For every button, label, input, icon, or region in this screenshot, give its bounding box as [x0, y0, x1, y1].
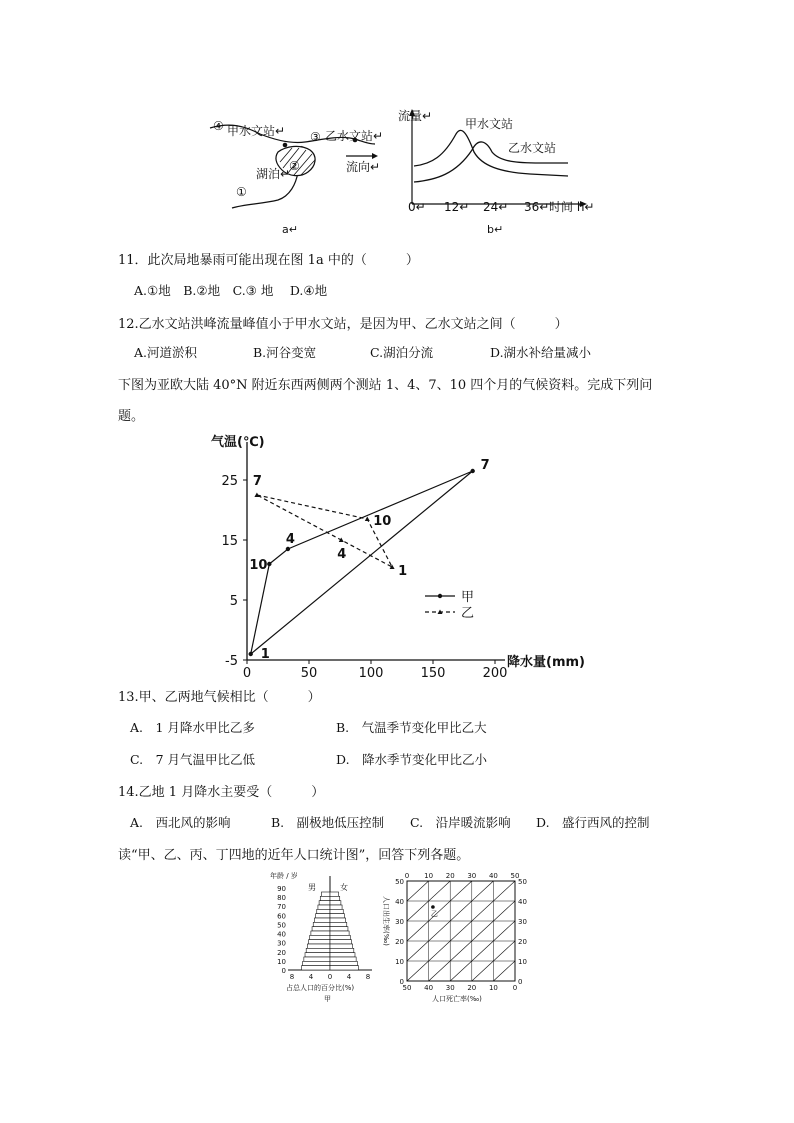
chart-legend — [425, 590, 474, 621]
pyramid-age-labels — [277, 885, 286, 975]
month-label: 7 — [480, 458, 490, 473]
figure-a-caption: a↵ — [282, 223, 298, 235]
pyramid-xlabel: 占总人口的百分比(%) — [286, 984, 355, 992]
q12-stem: 12.乙水文站洪峰流量峰值小于甲水文站，是因为甲、乙水文站之间（ ） — [118, 317, 568, 332]
pyramid-bar-male — [310, 935, 330, 939]
top-tick: 0 — [404, 872, 410, 880]
bottom-tick: 20 — [467, 984, 477, 992]
right-tick: 20 — [518, 938, 527, 946]
top-tick: 20 — [445, 872, 455, 880]
x-axis-title: 降水量(mm) — [507, 655, 585, 670]
top-tick: 50 — [510, 872, 520, 880]
figure-1 — [200, 100, 600, 235]
chart-series — [249, 458, 490, 662]
q11-options: A.①地 B.②地 C.③ 地 D.④地 — [134, 283, 328, 298]
q13-option-d: D. 降水季节变化甲比乙小 — [336, 752, 488, 767]
legend-label-yi: 乙 — [461, 606, 475, 621]
q12-option-d: D.湖水补给量减小 — [490, 345, 592, 360]
q13-option-c: C. 7 月气温甲比乙低 — [130, 752, 256, 767]
left-tick: 20 — [395, 938, 404, 946]
pyramid-age-tick: 60 — [277, 912, 286, 921]
left-tick: 40 — [395, 898, 404, 906]
q14-option-c: C. 沿岸暖流影响 — [410, 815, 511, 830]
pyramid-bar-female — [330, 905, 342, 909]
x-tick-label: 0 — [242, 666, 252, 680]
series-jia-label: 甲水文站 — [465, 117, 514, 131]
pyramid-caption: 甲 — [324, 995, 331, 1003]
q13-option-b: B. 气温季节变化甲比乙大 — [336, 720, 487, 735]
tick-24: 24↵ — [483, 200, 509, 214]
pyramid-bar-male — [306, 948, 330, 952]
month-label: 1 — [398, 564, 408, 579]
left-tick: 50 — [395, 878, 404, 886]
pyramid-bar-male — [321, 892, 330, 896]
station-jia-dot — [283, 143, 288, 148]
pyramid-bar-female — [330, 892, 339, 896]
pyramid-x-tick: 4 — [308, 973, 314, 981]
pyramid-age-tick: 80 — [277, 894, 286, 903]
pyramid-bar-male — [303, 961, 330, 965]
pyramid-ylabel: 年龄 / 岁 — [270, 872, 298, 880]
pyramid-bar-male — [309, 940, 330, 944]
x-tick-label: 200 — [482, 666, 508, 680]
yi-point-label: 乙 — [430, 910, 438, 918]
flow-label: 流向↵ — [346, 160, 381, 174]
pyramid-age-tick: 30 — [277, 939, 286, 948]
tick-36: 36↵ — [524, 200, 550, 214]
tick-12: 12↵ — [444, 200, 470, 214]
pyramid-bar-female — [330, 944, 353, 948]
pyramid-bar-female — [330, 896, 340, 900]
series-line-jia — [251, 471, 473, 654]
hydrograph-x-label: 时间 h↵ — [549, 200, 595, 214]
pyramid-bar-male — [304, 957, 330, 961]
month-label: 4 — [337, 547, 347, 562]
y-tick-label: -5 — [225, 654, 238, 669]
pyramid-bar-male — [302, 966, 331, 970]
pyramid-bar-female — [330, 918, 346, 922]
chart-axes — [211, 434, 585, 680]
pyramid-bar-male — [313, 922, 330, 926]
q14-option-b: B. 副极地低压控制 — [271, 815, 385, 830]
grid-diagonal — [493, 961, 515, 981]
right-tick: 0 — [518, 978, 523, 986]
hydrograph — [398, 108, 594, 235]
right-tick: 40 — [518, 898, 527, 906]
top-tick: 40 — [488, 872, 498, 880]
q12-option-a: A.河道淤积 — [134, 345, 198, 360]
pyramid-age-tick: 0 — [281, 967, 286, 975]
pyramid-bar-female — [330, 940, 351, 944]
point-3-label: ③ — [310, 130, 321, 144]
pyramid-male-label: 男 — [308, 883, 316, 892]
right-tick: 10 — [518, 958, 527, 966]
right-tick: 50 — [518, 878, 527, 886]
q12-option-b: B.河谷变宽 — [253, 345, 317, 360]
pyramid-x-ticks — [290, 973, 370, 981]
climate-chart — [195, 430, 595, 680]
pyramid-x-tick: 8 — [365, 973, 371, 981]
death-rate-label: 人口死亡率(‰) — [432, 995, 482, 1003]
y-tick-label: 5 — [229, 594, 238, 609]
station-yi-label: 乙水文站↵ — [325, 129, 384, 143]
rate-grid — [407, 881, 515, 981]
x-tick-label: 50 — [300, 666, 318, 680]
tick-0: 0↵ — [408, 200, 426, 214]
data-point — [339, 538, 344, 543]
pyramid-bar-male — [307, 944, 330, 948]
legend-marker-jia — [438, 594, 442, 598]
yi-point — [431, 905, 435, 909]
pyramid-x-tick: 0 — [327, 973, 333, 981]
intro-3: 读“甲、乙、丙、丁四地的近年人口统计图”，回答下列各题。 — [118, 848, 470, 863]
q12-option-c: C.湖泊分流 — [370, 345, 434, 360]
pyramid-bar-female — [330, 927, 348, 931]
q13-option-a: A. 1 月降水甲比乙多 — [130, 720, 255, 735]
pyramid-bar-female — [330, 935, 350, 939]
data-point — [365, 517, 370, 522]
pyramid-bar-male — [317, 909, 330, 913]
grid-diagonal — [407, 881, 515, 981]
bottom-tick: 10 — [488, 984, 498, 992]
pyramid-female-label: 女 — [340, 883, 348, 892]
bottom-tick: 50 — [402, 984, 412, 992]
y-tick-label: 25 — [221, 474, 238, 489]
month-label: 7 — [252, 474, 262, 489]
pyramid-bar-female — [330, 961, 357, 965]
data-point — [267, 562, 271, 566]
population-figure — [260, 868, 540, 1013]
pyramid-bar-male — [312, 927, 330, 931]
bottom-tick: 0 — [512, 984, 518, 992]
pyramid-bar-female — [330, 931, 349, 935]
left-tick: 30 — [395, 918, 404, 926]
pyramid-bar-male — [316, 914, 330, 918]
birth-death-diagram — [382, 872, 527, 1003]
pyramid-bar-female — [330, 914, 344, 918]
series-line-yi — [257, 495, 392, 567]
pyramid-bar-female — [330, 922, 347, 926]
point-2-label: ② — [289, 159, 300, 173]
intro-2-line-2: 题。 — [118, 409, 145, 424]
data-point — [254, 493, 259, 498]
pyramid-bar-male — [305, 953, 330, 957]
pyramid-age-tick: 40 — [277, 930, 286, 939]
pyramid-age-tick: 10 — [277, 957, 286, 966]
legend-label-jia: 甲 — [461, 590, 475, 605]
pyramid-x-tick: 4 — [346, 973, 352, 981]
q14-option-a: A. 西北风的影响 — [130, 815, 231, 830]
x-tick-label: 100 — [358, 666, 384, 680]
grid-diagonal — [450, 921, 515, 981]
data-point — [470, 469, 474, 473]
y-tick-label: 15 — [221, 534, 238, 549]
pyramid-bar-female — [330, 966, 359, 970]
birth-rate-label: 人口出生率(‰) — [382, 896, 390, 946]
left-tick: 10 — [395, 958, 404, 966]
q14-option-d: D. 盛行西风的控制 — [536, 815, 650, 830]
q14-stem: 14.乙地 1 月降水主要受（ ） — [118, 785, 325, 800]
month-label: 1 — [260, 647, 270, 662]
point-1-label: ① — [236, 185, 247, 199]
month-label: 10 — [373, 514, 392, 529]
y-axis-title: 气温(℃) — [211, 435, 265, 450]
data-point — [390, 565, 395, 570]
data-point — [249, 652, 253, 656]
data-point — [286, 547, 290, 551]
pyramid-bar-male — [319, 901, 330, 905]
river-map — [210, 119, 383, 235]
pyramid-age-tick: 50 — [277, 921, 286, 930]
top-tick: 30 — [467, 872, 477, 880]
q11-stem: 11．此次局地暴雨可能出现在图 1a 中的（ ） — [118, 253, 419, 268]
pyramid-bar-female — [330, 948, 354, 952]
hydrograph-y-label: 流量↵ — [398, 109, 433, 123]
grid-diagonal — [407, 881, 429, 901]
pyramid-x-tick: 8 — [289, 973, 295, 981]
lake-label: 湖泊↵ — [256, 167, 291, 181]
figure-b-caption: b↵ — [487, 223, 504, 235]
pyramid-bar-female — [330, 901, 341, 905]
right-tick: 30 — [518, 918, 527, 926]
pyramid-bar-male — [318, 905, 330, 909]
grid-diagonal — [407, 881, 472, 941]
pyramid-bar-male — [314, 918, 330, 922]
series-yi-label: 乙水文站 — [508, 141, 557, 155]
month-label: 4 — [285, 532, 295, 547]
pyramid-age-tick: 90 — [277, 885, 286, 893]
left-tick: 0 — [399, 978, 404, 986]
point-4-label: ④ — [213, 119, 224, 133]
month-label: 10 — [249, 558, 268, 573]
pyramid-age-tick: 20 — [277, 948, 286, 957]
bottom-tick: 30 — [445, 984, 455, 992]
pyramid-bar-female — [330, 957, 356, 961]
x-tick-label: 150 — [420, 666, 446, 680]
pyramid-bar-female — [330, 909, 343, 913]
pyramid-bar-male — [320, 896, 330, 900]
top-tick: 10 — [424, 872, 434, 880]
pyramid-bar-female — [330, 953, 355, 957]
station-jia-label: 甲水文站↵ — [227, 124, 286, 138]
population-pyramid — [270, 871, 372, 1003]
intro-2-line-1: 下图为亚欧大陆 40°N 附近东西两侧两个测站 1、4、7、10 四个月的气候资料。完成下列问 — [118, 378, 653, 393]
bottom-tick: 40 — [424, 984, 434, 992]
pyramid-age-tick: 70 — [277, 903, 286, 912]
pyramid-bar-male — [311, 931, 330, 935]
q13-stem: 13.甲、乙两地气候相比（ ） — [118, 690, 321, 705]
pyramid-bars — [302, 892, 359, 970]
